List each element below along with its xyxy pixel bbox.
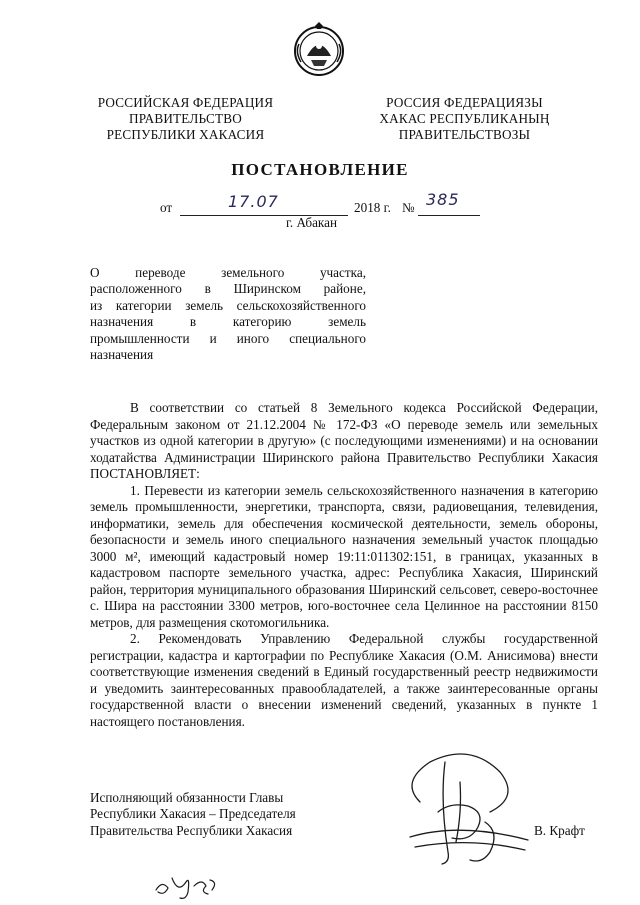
number-label: №: [402, 200, 415, 215]
signatory-line: Правительства Республики Хакасия: [90, 822, 293, 838]
item-2-paragraph: 2. Рекомендовать Управлению Федеральной службы государственной регистрации, кадастра и картографии по Республике Хакасия (О.М. Анисимова) внести соответствующие изменения сведений в Единый государственный реестр недвижимости и уведомить заинтересованных правообладателей, а также заинтересованные органы государственной власти о внесении изменений сведений, указанных в пункте 1 настоящего постановления.: [90, 631, 598, 729]
number-handwritten: 385: [426, 190, 460, 209]
subject-block: [90, 265, 366, 363]
subject-line: назначения: [90, 347, 154, 363]
subject-line: промышленности и иного специального: [90, 330, 366, 346]
header-left-line: ПРАВИТЕЛЬСТВО: [129, 111, 242, 126]
date-handwritten: 17.07: [228, 192, 279, 211]
handwritten-signature: [390, 742, 530, 872]
city-name: г. Абакан: [286, 215, 338, 230]
signatory-line: Исполняющий обязанности Главы: [90, 790, 284, 805]
document-title: ПОСТАНОВЛЕНИЕ: [231, 160, 409, 179]
header-right-line: РОССИЯ ФЕДЕРАЦИЯЗЫ: [386, 95, 543, 110]
year-text: 2018 г.: [354, 200, 391, 215]
subject-line: расположенного в Ширинском районе,: [90, 281, 366, 297]
number-underline: [418, 215, 480, 216]
header-left: [78, 95, 293, 143]
coat-of-arms-emblem: [291, 22, 347, 78]
signatory-line: Республики Хакасия – Председателя: [90, 806, 296, 822]
signatory-title: [90, 790, 296, 839]
document-body: [90, 400, 598, 730]
date-prefix: от: [160, 200, 173, 215]
header-right: [357, 95, 572, 143]
subject-line: О переводе земельного участка,: [90, 265, 366, 280]
handwritten-initials: [152, 868, 222, 900]
preamble-paragraph: В соответствии со статьей 8 Земельного кодекса Российской Федерации, Федеральным законом от 21.12.2004 № 172-ФЗ «О переводе земель или земельных участков из одной категории в другую» (с последующими изменениями) и на основании ходатайства Администрации Ширинского района Правительство Республики Хакасия ПОСТАНОВЛЯЕТ:: [90, 400, 598, 481]
subject-line: назначения в категорию земель: [90, 314, 366, 330]
header-right-line: ПРАВИТЕЛЬСТВОЗЫ: [398, 127, 531, 142]
signatory-name: В. Крафт: [534, 823, 585, 838]
header-right-line: ХАКАС РЕСПУБЛИКАНЫҢ: [379, 111, 550, 126]
subject-line: из категории земель сельскохозяйственного: [90, 297, 366, 313]
header-left-line: РОССИЙСКАЯ ФЕДЕРАЦИЯ: [97, 95, 274, 110]
header-left-line: РЕСПУБЛИКИ ХАКАСИЯ: [106, 127, 265, 142]
item-1-paragraph: 1. Перевести из категории земель сельскохозяйственного назначения в категорию земель промышленности, энергетики, транспорта, связи, радиовещания, телевидения, информатики, земель для обеспечения космической деятельности, земель обороны, безопасности и земель иного специального назначения земельный участок площадью 3000 м², имеющий кадастровый номер 19:11:011302:151, в границах, указанных в кадастровом паспорте земельного участка, адрес: Республика Хакасия, Ширинский район, территория муниципального образования Ширинский сельсовет, северо-восточнее с. Шира на расстоянии 3300 метров, юго-восточнее села Целинное на расстоянии 8150 метров, для размещения скотомогильника.: [90, 482, 598, 630]
